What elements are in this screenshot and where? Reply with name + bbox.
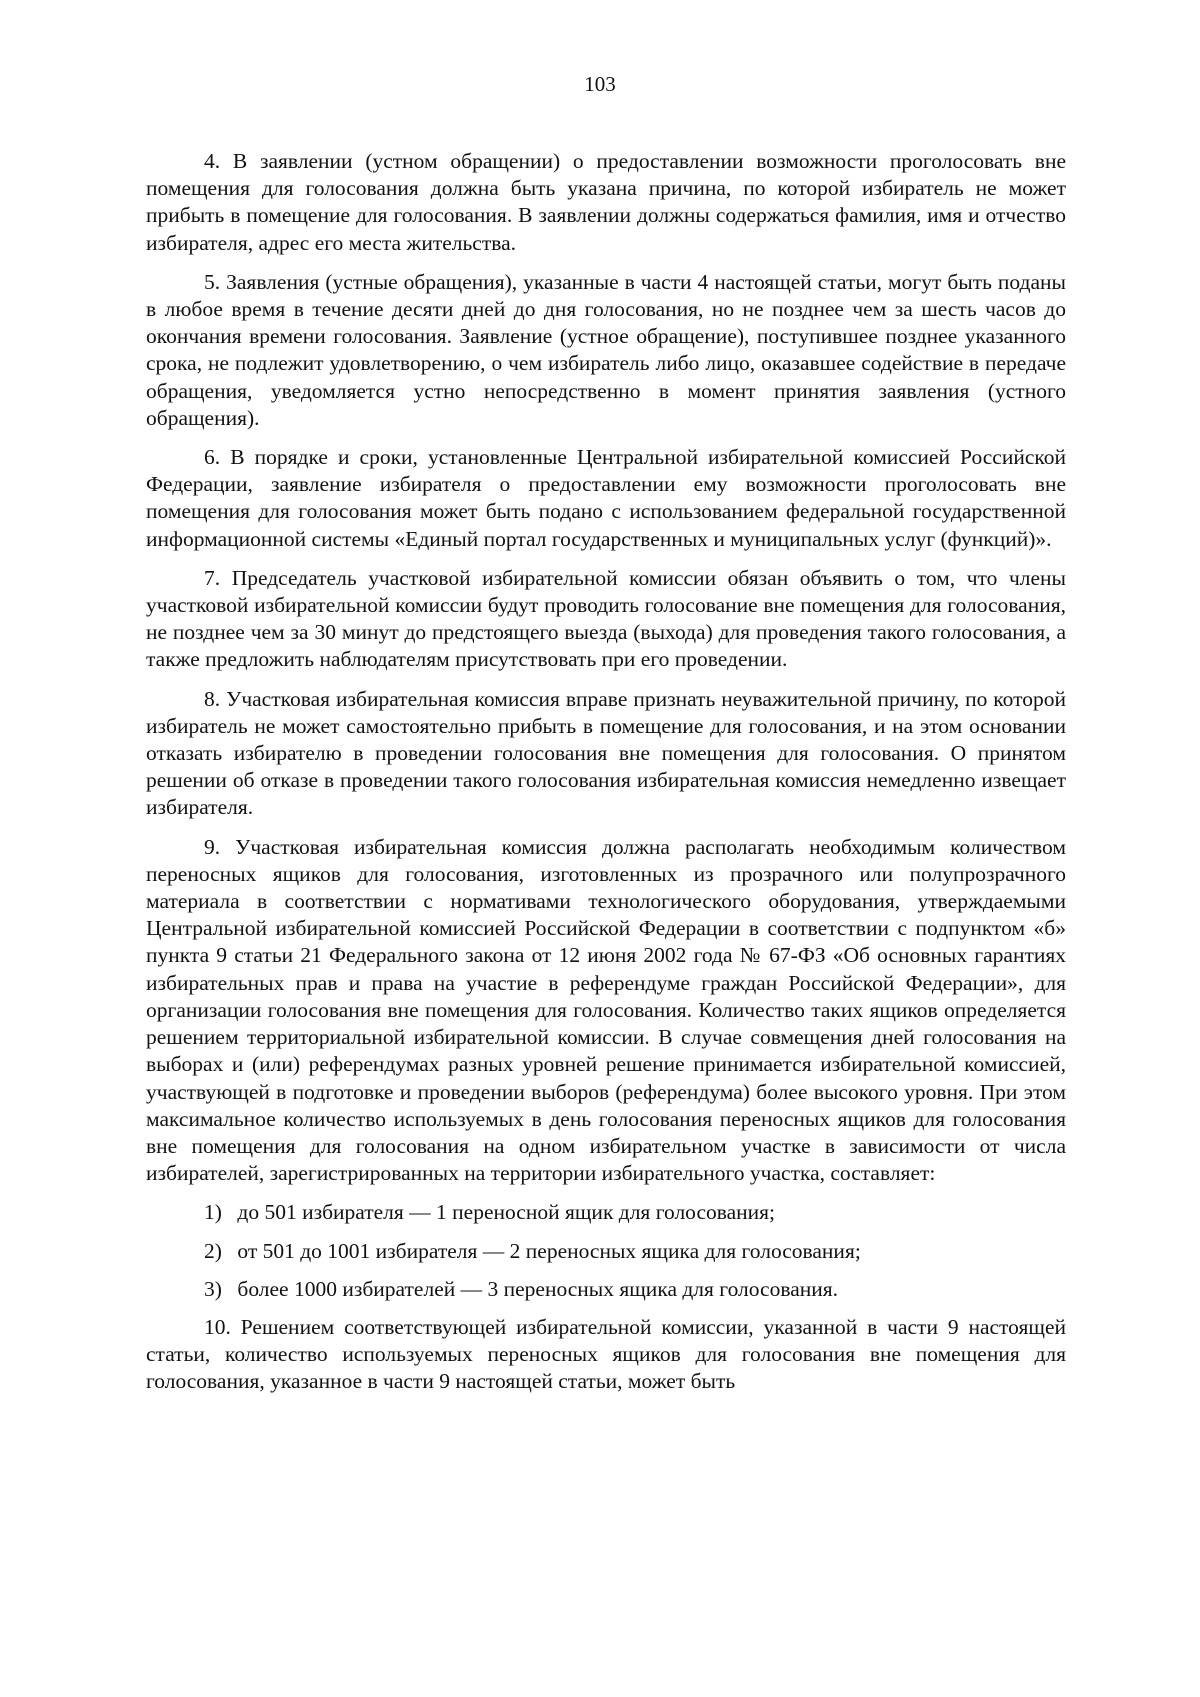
list-item-text: от 501 до 1001 избирателя — 2 переносных ящика для голосования; — [237, 1238, 861, 1263]
list-item — [146, 1199, 1066, 1226]
paragraph-4: 4. В заявлении (устном обращении) о предоставлении возможности проголосовать вне помещения для голосования должна быть указана причина, по которой избиратель не может прибыть в помещение для голосования. В заявлении должны содержаться фамилия, имя и отчество избирателя, адрес его места жительства. — [146, 149, 1066, 255]
list-item-number: 1) — [204, 1200, 222, 1225]
paragraph-7: 7. Председатель участковой избирательной комиссии обязан объявить о том, что члены участковой избирательной комиссии будут проводить голосование вне помещения для голосования, не позднее чем за 30 минут до предстоящего выезда (выхода) для проведения такого голосования, а также предложить наблюдателям присутствовать при его проведении. — [146, 565, 1066, 672]
paragraph-9: 9. Участковая избирательная комиссия должна располагать необходимым количеством переносных ящиков для голосования, изготовленных из прозрачного или полупрозрачного материала в соответствии с нормативами технологического оборудования, утверждаемыми Центральной избирательной комиссией Российской Федерации в соответствии с подпунктом «б» пункта 9 статьи 21 Федерального закона от 12 июня 2002 года № 67-ФЗ «Об основных гарантиях избирательных прав и права на участие в референдуме граждан Российской Федерации», для организации голосования вне помещения для голосования. Количество таких ящиков определяется решением территориальной избирательной комиссии. В случае совмещения дней голосования на выборах и (или) референдумах разных уровней решение принимается избирательной комиссией, участвующей в подготовке и проведении выборов (референдума) более высокого уровня. При этом максимальное количество используемых в день голосования переносных ящиков для голосования вне помещения для голосования на одном избирательном участке в зависимости от числа избирателей, зарегистрированных на территории избирательного участка, составляет: — [146, 834, 1066, 1186]
page-number: 103 — [584, 72, 616, 96]
paragraph-10: 10. Решением соответствующей избирательной комиссии, указанной в части 9 настоящей статьи, количество используемых переносных ящиков для голосования вне помещения для голосования, указанное в части 9 настоящей статьи, может быть — [146, 1314, 1066, 1394]
paragraph-6: 6. В порядке и сроки, установленные Центральной избирательной комиссией Российской Федерации, заявление избирателя о предоставлении ему возможности проголосовать вне помещения для голосования может быть подано с использованием федеральной государственной информационной системы «Единый портал государственных и муниципальных услуг (функций)». — [146, 445, 1066, 551]
ballot-box-list — [146, 1199, 1066, 1303]
list-item-number: 2) — [204, 1238, 222, 1263]
document-body — [146, 148, 1066, 1408]
paragraph-8: 8. Участковая избирательная комиссия вправе признать неуважительной причину, по которой избиратель не может самостоятельно прибыть в помещение для голосования, и на этом основании отказать избирателю в проведении голосования вне помещения для голосования. О принятом решении об отказе в проведении такого голосования избирательная комиссия немедленно извещает избирателя. — [146, 686, 1066, 820]
list-item-number: 3) — [204, 1276, 222, 1301]
list-item — [146, 1238, 1066, 1265]
paragraph-5: 5. Заявления (устные обращения), указанные в части 4 настоящей статьи, могут быть поданы в любое время в течение десяти дней до дня голосования, но не позднее чем за шесть часов до окончания времени голосования. Заявление (устное обращение), поступившее позднее указанного срока, не подлежит удовлетворению, о чем избиратель либо лицо, оказавшее содействие в передаче обращения, уведомляется устно непосредственно в момент принятия заявления (устного обращения). — [146, 269, 1066, 430]
list-item-text: до 501 избирателя — 1 переносной ящик для голосования; — [237, 1200, 776, 1225]
list-item-text: более 1000 избирателей — 3 переносных ящика для голосования. — [237, 1276, 839, 1301]
list-item — [146, 1276, 1066, 1303]
